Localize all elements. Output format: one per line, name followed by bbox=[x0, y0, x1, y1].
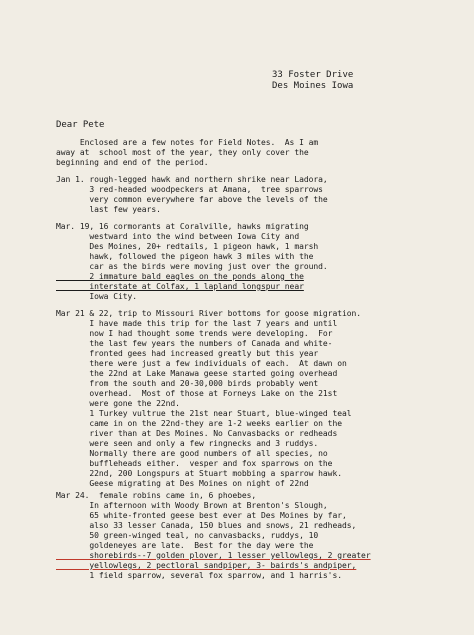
entry-line: 50 green-winged teal, no canvasbacks, ruddys, 10 bbox=[56, 531, 319, 540]
entry-line-underlined: interstate at Colfax, 1 lapland longspur near bbox=[56, 282, 304, 291]
entry-line: Des Moines, 20+ redtails, 1 pigeon hawk, 1 marsh bbox=[56, 242, 319, 251]
entry-line: overhead. Most of those at Forneys Lake on the 21st bbox=[56, 389, 338, 398]
entry-line: were seen and only a few ringnecks and 3 ruddys. bbox=[56, 439, 319, 448]
entry-line: 65 white-fronted geese best ever at Des Moines by far, bbox=[56, 511, 347, 520]
entry-line: 1 field sparrow, several fox sparrow, and 1 harris's. bbox=[56, 571, 342, 580]
entry-line: from the south and 20-30,000 birds probably went bbox=[56, 379, 319, 388]
entry-line-marked: yellowlegs, 2 pectloral sandpiper, 3- bairds's andpiper, bbox=[56, 561, 357, 570]
intro-line: beginning and end of the period. bbox=[56, 158, 209, 167]
intro-line: away at school most of the year, they only cover the bbox=[56, 148, 309, 157]
entry-line: the 22nd at Lake Manawa geese started going overhead bbox=[56, 369, 338, 378]
entry-line: Mar 24. female robins came in, 6 phoebes, bbox=[56, 491, 257, 500]
entry-line: 3 red-headed woodpeckers at Amana, tree sparrows bbox=[56, 185, 323, 194]
entry-line: Mar. 19, 16 cormorants at Coralville, hawks migrating bbox=[56, 222, 309, 231]
entry-line: the last few years the numbers of Canada and white- bbox=[56, 339, 333, 348]
entry-line: very common everywhere far above the levels of the bbox=[56, 195, 328, 204]
entry-line: goldeneyes are late. Best for the day were the bbox=[56, 541, 314, 550]
entry-line: now I had thought some trends were developing. For bbox=[56, 329, 333, 338]
entry-line: fronted gees had increased greatly but this year bbox=[56, 349, 319, 358]
entry-line: 1 Turkey vultrue the 21st near Stuart, blue-winged teal bbox=[56, 409, 352, 418]
salutation: Dear Pete bbox=[56, 120, 105, 130]
entry-line: buffleheads either. vesper and fox sparrows on the bbox=[56, 459, 333, 468]
intro-line: Enclosed are a few notes for Field Notes. As I am bbox=[56, 138, 319, 147]
entry-line-underlined: 2 immature bald eagles on the ponds along the bbox=[56, 272, 304, 281]
entry-line: Iowa City. bbox=[56, 292, 138, 301]
entry-line: Geese migrating at Des Moines on night of 22nd bbox=[56, 479, 309, 488]
entry-line: were gone the 22nd. bbox=[56, 399, 180, 408]
entry-line: Jan 1. rough-legged hawk and northern shrike near Ladora, bbox=[56, 175, 328, 184]
entry-line: I have made this trip for the last 7 years and until bbox=[56, 319, 338, 328]
entry-line: also 33 lesser Canada, 150 blues and snows, 21 redheads, bbox=[56, 521, 357, 530]
entry-line: hawk, followed the pigeon hawk 3 miles with the bbox=[56, 252, 314, 261]
address-city: Des Moines Iowa bbox=[272, 81, 354, 91]
entry-line-marked: shorebirds--7 golden plover, 1 lesser yellowlegs, 2 greater bbox=[56, 551, 371, 560]
entry-line: came in on the 22nd-they are 1-2 weeks earlier on the bbox=[56, 419, 342, 428]
return-address bbox=[272, 70, 353, 92]
entry-line: Mar 21 & 22, trip to Missouri River bottoms for goose migration. bbox=[56, 309, 362, 318]
entry-line: In afternoon with Woody Brown at Brenton's Slough, bbox=[56, 501, 328, 510]
entry-line: last few years. bbox=[56, 205, 161, 214]
address-street: 33 Foster Drive bbox=[272, 70, 354, 80]
entry-line: car as the birds were moving just over the ground. bbox=[56, 262, 328, 271]
entry-line: 22nd, 200 Longspurs at Stuart mobbing a sparrow hawk. bbox=[56, 469, 342, 478]
entry-line: westward into the wind between Iowa City and bbox=[56, 232, 300, 241]
entry-line: there were just a few individuals of each. At dawn on bbox=[56, 359, 347, 368]
entry-line: river than at Des Moines. No Canvasbacks or redheads bbox=[56, 429, 338, 438]
entry-line: Normally there are good numbers of all species, no bbox=[56, 449, 328, 458]
